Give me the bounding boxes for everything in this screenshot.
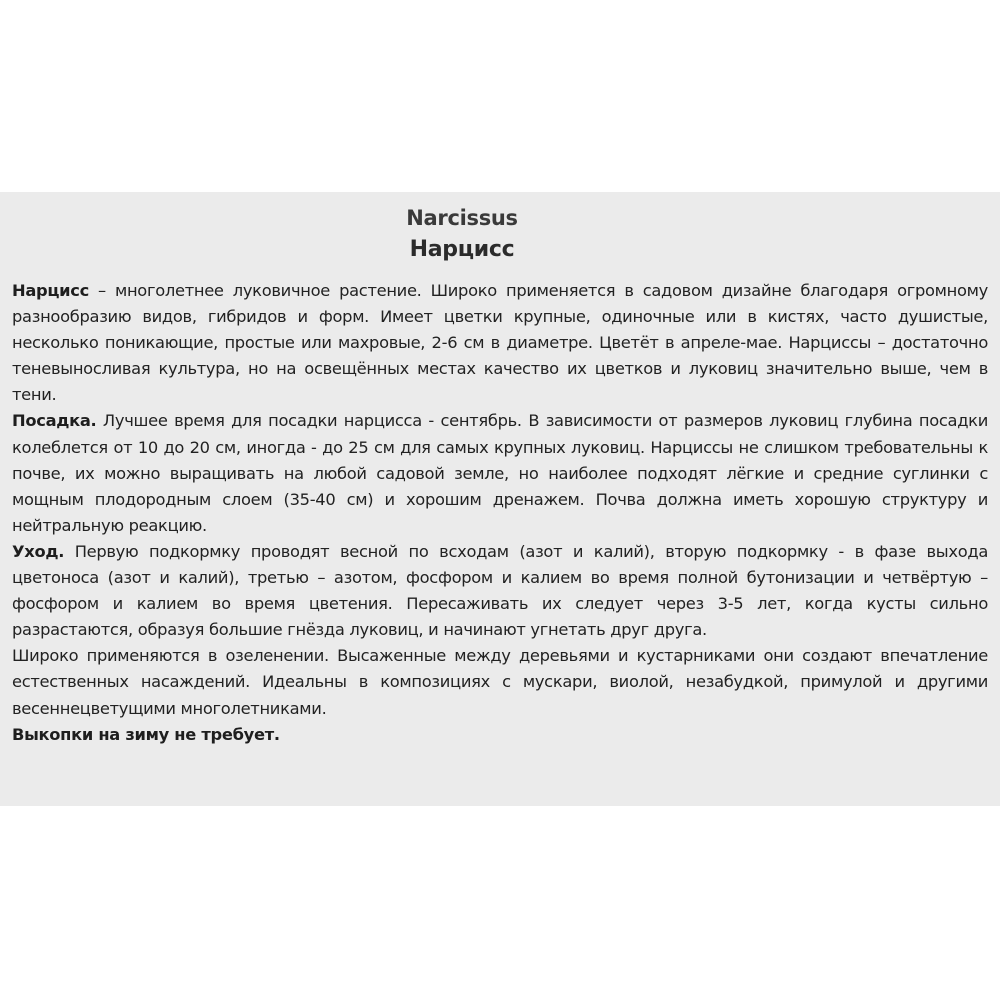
- title-block: [12, 192, 912, 264]
- document-body: [12, 278, 988, 748]
- title-latin: Narcissus: [406, 206, 518, 230]
- paragraph-landscaping: [12, 643, 988, 721]
- final-note: Выкопки на зиму не требует.: [12, 724, 280, 744]
- paragraph-text-planting: Лучшее время для посадки нарцисса - сентябрь. В зависимости от размеров луковиц глубина посадки колеблется от 10 до 20 см, иногда - до 25 см для самых крупных луковиц. Нарциссы не слишком требовательны к почве, их можно выращивать на любой садовой земле, но наиболее подходят лёгкие и средние суглинки с мощным плодородным слоем (35-40 см) и хорошим дренажем. Почва должна иметь хорошую структуру и нейтральную реакцию.: [12, 411, 988, 535]
- instruction-card: [0, 192, 1000, 806]
- paragraph-text-description: – многолетнее луковичное растение. Широко применяется в садовом дизайне благодаря огромному разнообразию видов, гибридов и форм. Имеет цветки крупные, одиночные или в кистях, часто душистые, несколько поникающие, простые или махровые, 2-6 см в диаметре. Цветёт в апреле-мае. Нарциссы – достаточно теневыносливая культура, но на освещённых местах качество их цветков и луковиц значительно выше, чем в тени.: [12, 281, 988, 405]
- paragraph-planting: [12, 408, 988, 538]
- paragraph-text-care: Первую подкормку проводят весной по всходам (азот и калий), вторую подкормку - в фазе выхода цветоноса (азот и калий), третью – азотом, фосфором и калием во время полной бутонизации и четвёртую – фосфором и калием во время цветения. Пересаживать их следует через 3-5 лет, когда кусты сильно разрастаются, образуя большие гнёзда луковиц, и начинают угнетать друг друга.: [12, 541, 988, 640]
- paragraph-label-planting: Посадка.: [12, 411, 97, 431]
- paragraph-label-description: Нарцисс: [12, 281, 89, 300]
- title-russian: Нарцисс: [409, 237, 515, 262]
- paragraph-label-care: Уход.: [12, 541, 65, 561]
- paragraph-description: [12, 278, 988, 408]
- paragraph-care: [12, 539, 988, 643]
- paragraph-text-landscaping: Широко применяются в озеленении. Высаженные между деревьями и кустарниками они создают впечатление естественных насаждений. Идеальны в композициях с мускари, виолой, незабудкой, примулой и другими весеннецветущими многолетниками.: [12, 646, 988, 718]
